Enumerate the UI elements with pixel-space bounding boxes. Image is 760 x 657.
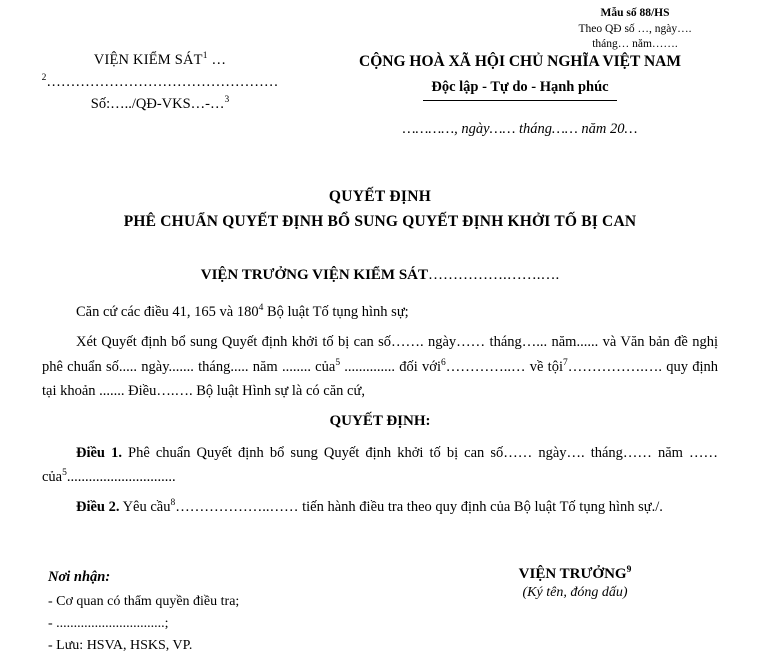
place-date-line: …………, ngày…… tháng…… năm 20… — [402, 120, 638, 137]
article-1-label: Điều 1. — [76, 444, 122, 461]
list-item: - Lưu: HSVA, HSKS, VP. — [48, 637, 193, 653]
article-2-text-2: ………………..…… tiến hành điều tra theo quy định của Bộ luật Tố tụng hình sự./. — [175, 499, 663, 516]
document-title: QUYẾT ĐỊNH — [328, 188, 432, 205]
article-1-text-1: Phê chuẩn Quyết định bổ sung Quyết định khởi tố bị can số…… ngày…. tháng…… năm …… của — [42, 444, 719, 485]
list-item: - ...............................; — [48, 616, 169, 632]
consideration-part-4: …………….…. quy định tại khoản ....... Điều….…. Bộ luật Hình sự là có căn cứ, — [42, 358, 719, 400]
consideration-part-1: Xét Quyết định bổ sung Quyết định khởi tố bị can số……. ngày…… tháng…... năm...... và Văn bản đề nghị phê chuẩn số..... ngày....... tháng..... năm ........ của — [42, 334, 718, 375]
list-item: - Cơ quan có thẩm quyền điều tra; — [48, 594, 240, 610]
issuer-role-dots: …………….…….…. — [428, 267, 560, 283]
form-code-block — [520, 6, 750, 53]
form-code-number: Mẫu số 88/HS — [600, 7, 670, 19]
header-right-column — [300, 50, 760, 141]
consideration-part-3: …………..… về tội — [445, 358, 563, 375]
consideration-part-2: .............. đối với — [340, 358, 442, 375]
legal-basis-footnote-marker: 4 — [258, 303, 264, 314]
form-code-date-line: tháng… năm……. — [592, 38, 678, 51]
issuing-agency — [20, 50, 300, 72]
header-left-column — [0, 50, 300, 115]
consideration-paragraph — [42, 330, 718, 403]
article-2-text-1: Yêu cầu — [119, 499, 171, 516]
sub-agency-line — [20, 72, 300, 94]
issuer-role-line — [0, 267, 760, 284]
document-number: Số:…../QĐ-VKS…-… — [90, 95, 225, 112]
issuing-agency-dots: … — [207, 52, 227, 68]
signature-note: (Ký tên, đóng dấu) — [522, 585, 628, 600]
article-2-footnote-marker: 8 — [170, 498, 176, 509]
legal-basis-paragraph — [42, 300, 718, 324]
signature-block — [420, 566, 760, 657]
national-motto: Độc lập - Tự do - Hạnh phúc — [423, 76, 616, 101]
article-2-paragraph — [42, 495, 718, 519]
decision-keyword: QUYẾT ĐỊNH: — [329, 413, 431, 430]
article-1-paragraph — [42, 441, 718, 490]
article-1-text-2: .............................. — [66, 468, 176, 485]
issuing-agency-footnote-marker: 1 — [202, 51, 208, 62]
form-code-decision-line: Theo QĐ số …, ngày…. — [578, 22, 692, 35]
consideration-footnote-marker-5: 5 — [335, 357, 341, 368]
issuing-agency-label: VIỆN KIỂM SÁT — [93, 52, 203, 68]
recipients-title: Nơi nhận: — [48, 569, 111, 585]
national-motto-wrap — [300, 75, 740, 101]
document-subtitle: PHÊ CHUẨN QUYẾT ĐỊNH BỔ SUNG QUYẾT ĐỊNH KHỞI TỐ BỊ CAN — [123, 213, 637, 230]
consideration-footnote-marker-6: 6 — [441, 357, 446, 368]
article-2-label: Điều 2. — [76, 499, 120, 516]
document-number-line — [20, 94, 300, 116]
legal-basis-text-before: Căn cứ các điều 41, 165 và 180 — [76, 304, 259, 320]
national-title: CỘNG HOÀ XÃ HỘI CHỦ NGHĨA VIỆT NAM — [359, 53, 681, 70]
document-header — [0, 50, 760, 141]
document-body — [42, 300, 718, 526]
sub-agency-footnote-marker: 2 — [41, 72, 47, 83]
article-1-footnote-marker: 5 — [62, 468, 67, 479]
recipients-block — [0, 566, 420, 657]
document-footer — [0, 566, 760, 657]
signer-title: VIỆN TRƯỞNG — [518, 566, 627, 582]
signer-title-line — [420, 566, 730, 583]
title-block — [0, 188, 760, 284]
sub-agency-dots: ………………………………………… — [46, 73, 279, 90]
legal-basis-text-after: Bộ luật Tố tụng hình sự; — [263, 304, 409, 320]
document-number-footnote-marker: 3 — [224, 94, 230, 105]
issuer-role: VIỆN TRƯỞNG VIỆN KIỂM SÁT — [200, 267, 428, 283]
signer-footnote-marker: 9 — [626, 565, 632, 575]
consideration-footnote-marker-7: 7 — [563, 357, 568, 368]
